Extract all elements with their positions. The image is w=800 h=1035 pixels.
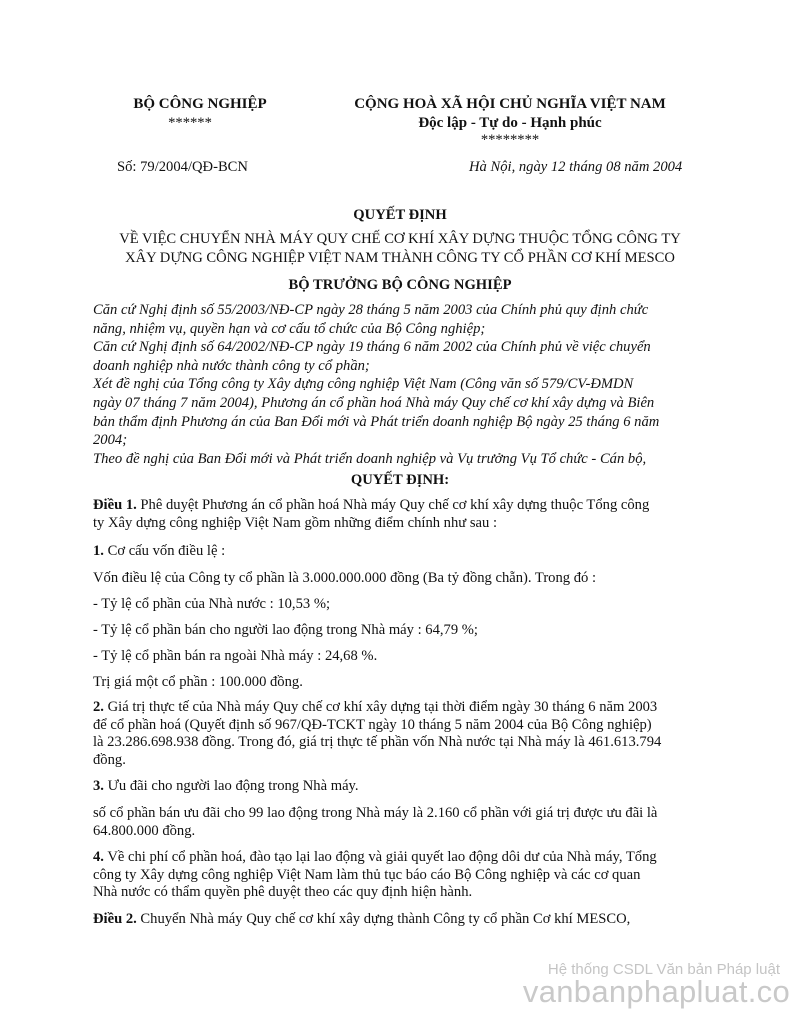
basis-line: ngày 07 tháng 7 năm 2004), Phương án cổ phần hoá Nhà máy Quy chế cơ khí xây dựng và Biên — [93, 394, 655, 411]
item-1-title: Cơ cấu vốn điều lệ : — [103, 543, 226, 559]
charter-capital-text: Vốn điều lệ của Công ty cổ phần là 3.000.000.000 đồng (Ba tỷ đồng chẵn). Trong đó : — [93, 570, 597, 586]
country-name: CỘNG HOÀ XÃ HỘI CHỦ NGHĨA VIỆT NAM — [354, 96, 666, 112]
item-2-text-cont: để cổ phần hoá (Quyết định số 967/QĐ-TCKT ngày 10 tháng 5 năm 2004 của Bộ Công nghiệp) — [93, 716, 652, 733]
basis-line: Căn cứ Nghị định số 55/2003/NĐ-CP ngày 28 tháng 5 năm 2003 của Chính phủ quy định chức — [93, 302, 649, 318]
article-1 — [93, 497, 713, 532]
charter-capital — [93, 570, 713, 588]
outside-share-ratio-text: - Tỷ lệ cổ phần bán ra ngoài Nhà máy : 24,68 %. — [93, 648, 378, 664]
basis-line: doanh nghiệp nhà nước thành công ty cổ phần; — [93, 357, 370, 374]
article-2 — [93, 911, 713, 929]
basis-line: Căn cứ Nghị định số 64/2002/NĐ-CP ngày 19 tháng 6 năm 2002 của Chính phủ về việc chuyển — [93, 339, 651, 356]
item-1 — [93, 543, 713, 561]
item-3-title: Ưu đãi cho người lao động trong Nhà máy. — [103, 778, 359, 794]
item-3-text-cont: 64.800.000 đồng. — [93, 822, 196, 839]
item-2-number: 2. — [93, 699, 104, 715]
decides-heading: QUYẾT ĐỊNH: — [350, 472, 450, 488]
watermark-caption: Hệ thống CSDL Văn bản Pháp luật — [547, 961, 780, 978]
article-1-text: Phê duyệt Phương án cổ phần hoá Nhà máy Quy chế cơ khí xây dựng thuộc Tổng công — [136, 497, 650, 513]
outside-share-ratio — [93, 648, 713, 666]
item-4-text-cont: Nhà nước có thẩm quyền phê duyệt theo các quy định hiện hành. — [93, 884, 473, 901]
article-2-text: Chuyển Nhà máy Quy chế cơ khí xây dựng thành Công ty cổ phần Cơ khí MESCO, — [136, 911, 631, 927]
state-share-ratio-text: - Tỷ lệ cổ phần của Nhà nước : 10,53 %; — [93, 596, 331, 612]
worker-share-ratio — [93, 622, 713, 640]
basis-line: 2004; — [93, 432, 128, 449]
article-1-label: Điều 1. — [93, 497, 137, 513]
item-3 — [93, 778, 713, 796]
article-2-label: Điều 2. — [93, 911, 137, 927]
share-par-value — [93, 674, 713, 692]
item-4 — [93, 849, 713, 902]
item-3-text: số cổ phần bán ưu đãi cho 99 lao động trong Nhà máy là 2.160 cổ phần với giá trị được ưu đãi là — [93, 805, 658, 821]
item-4-text: Về chi phí cổ phần hoá, đào tạo lại lao động và giải quyết lao động dôi dư của Nhà máy, Tổng — [103, 849, 657, 865]
item-1-number: 1. — [93, 543, 104, 559]
legal-basis — [93, 301, 713, 468]
share-par-value-text: Trị giá một cổ phần : 100.000 đồng. — [93, 674, 303, 690]
state-share-ratio — [93, 596, 713, 614]
decision-heading: QUYẾT ĐỊNH — [353, 207, 447, 223]
ministry-name: BỘ CÔNG NGHIỆP — [133, 96, 267, 112]
basis-line: Xét đề nghị của Tổng công ty Xây dựng công nghiệp Việt Nam (Công văn số 579/CV-ĐMDN — [93, 376, 634, 393]
motto: Độc lập - Tự do - Hạnh phúc — [418, 115, 602, 131]
decision-subject-line-1: VỀ VIỆC CHUYỂN NHÀ MÁY QUY CHẾ CƠ KHÍ XÂY DỰNG THUỘC TỔNG CÔNG TY — [119, 231, 681, 247]
basis-line: năng, nhiệm vụ, quyền hạn và cơ cấu tổ chức của Bộ Công nghiệp; — [93, 320, 486, 337]
place-date: Hà Nội, ngày 12 tháng 08 năm 2004 — [469, 159, 683, 175]
item-3-detail — [93, 805, 713, 840]
watermark-site: vanbanphapluat.co — [522, 974, 790, 1009]
item-4-number: 4. — [93, 849, 104, 865]
item-2-text-cont: đồng. — [93, 751, 126, 768]
worker-share-ratio-text: - Tỷ lệ cổ phần bán cho người lao động trong Nhà máy : 64,79 %; — [93, 622, 478, 638]
ministry-stars: ****** — [168, 115, 212, 131]
issuing-authority: BỘ TRƯỞNG BỘ CÔNG NGHIỆP — [288, 277, 512, 293]
item-2-text: Giá trị thực tế của Nhà máy Quy chế cơ khí xây dựng tại thời điểm ngày 30 tháng 6 năm 2003 — [103, 699, 658, 715]
document-number: Số: 79/2004/QĐ-BCN — [117, 159, 248, 175]
item-3-number: 3. — [93, 778, 104, 794]
basis-line: bản thẩm định Phương án của Ban Đổi mới và Phát triển doanh nghiệp Bộ ngày 25 tháng 6 năm — [93, 413, 660, 430]
article-1-text-cont: ty Xây dựng công nghiệp Việt Nam gồm những điểm chính như sau : — [93, 514, 497, 531]
motto-stars: ******** — [480, 132, 540, 148]
basis-line: Theo đề nghị của Ban Đổi mới và Phát triển doanh nghiệp và Vụ trưởng Vụ Tổ chức - Cán bộ, — [93, 450, 647, 467]
decision-subject-line-2: XÂY DỰNG CÔNG NGHIỆP VIỆT NAM THÀNH CÔNG TY CỔ PHẦN CƠ KHÍ MESCO — [125, 250, 675, 266]
item-2-text-cont: là 23.286.698.938 đồng. Trong đó, giá trị thực tế phần vốn Nhà nước tại Nhà máy là 461.613.794 — [93, 734, 662, 751]
item-4-text-cont: công ty Xây dựng công nghiệp Việt Nam làm thủ tục báo cáo Bộ Công nghiệp và các cơ quan — [93, 866, 641, 883]
item-2 — [93, 699, 713, 769]
